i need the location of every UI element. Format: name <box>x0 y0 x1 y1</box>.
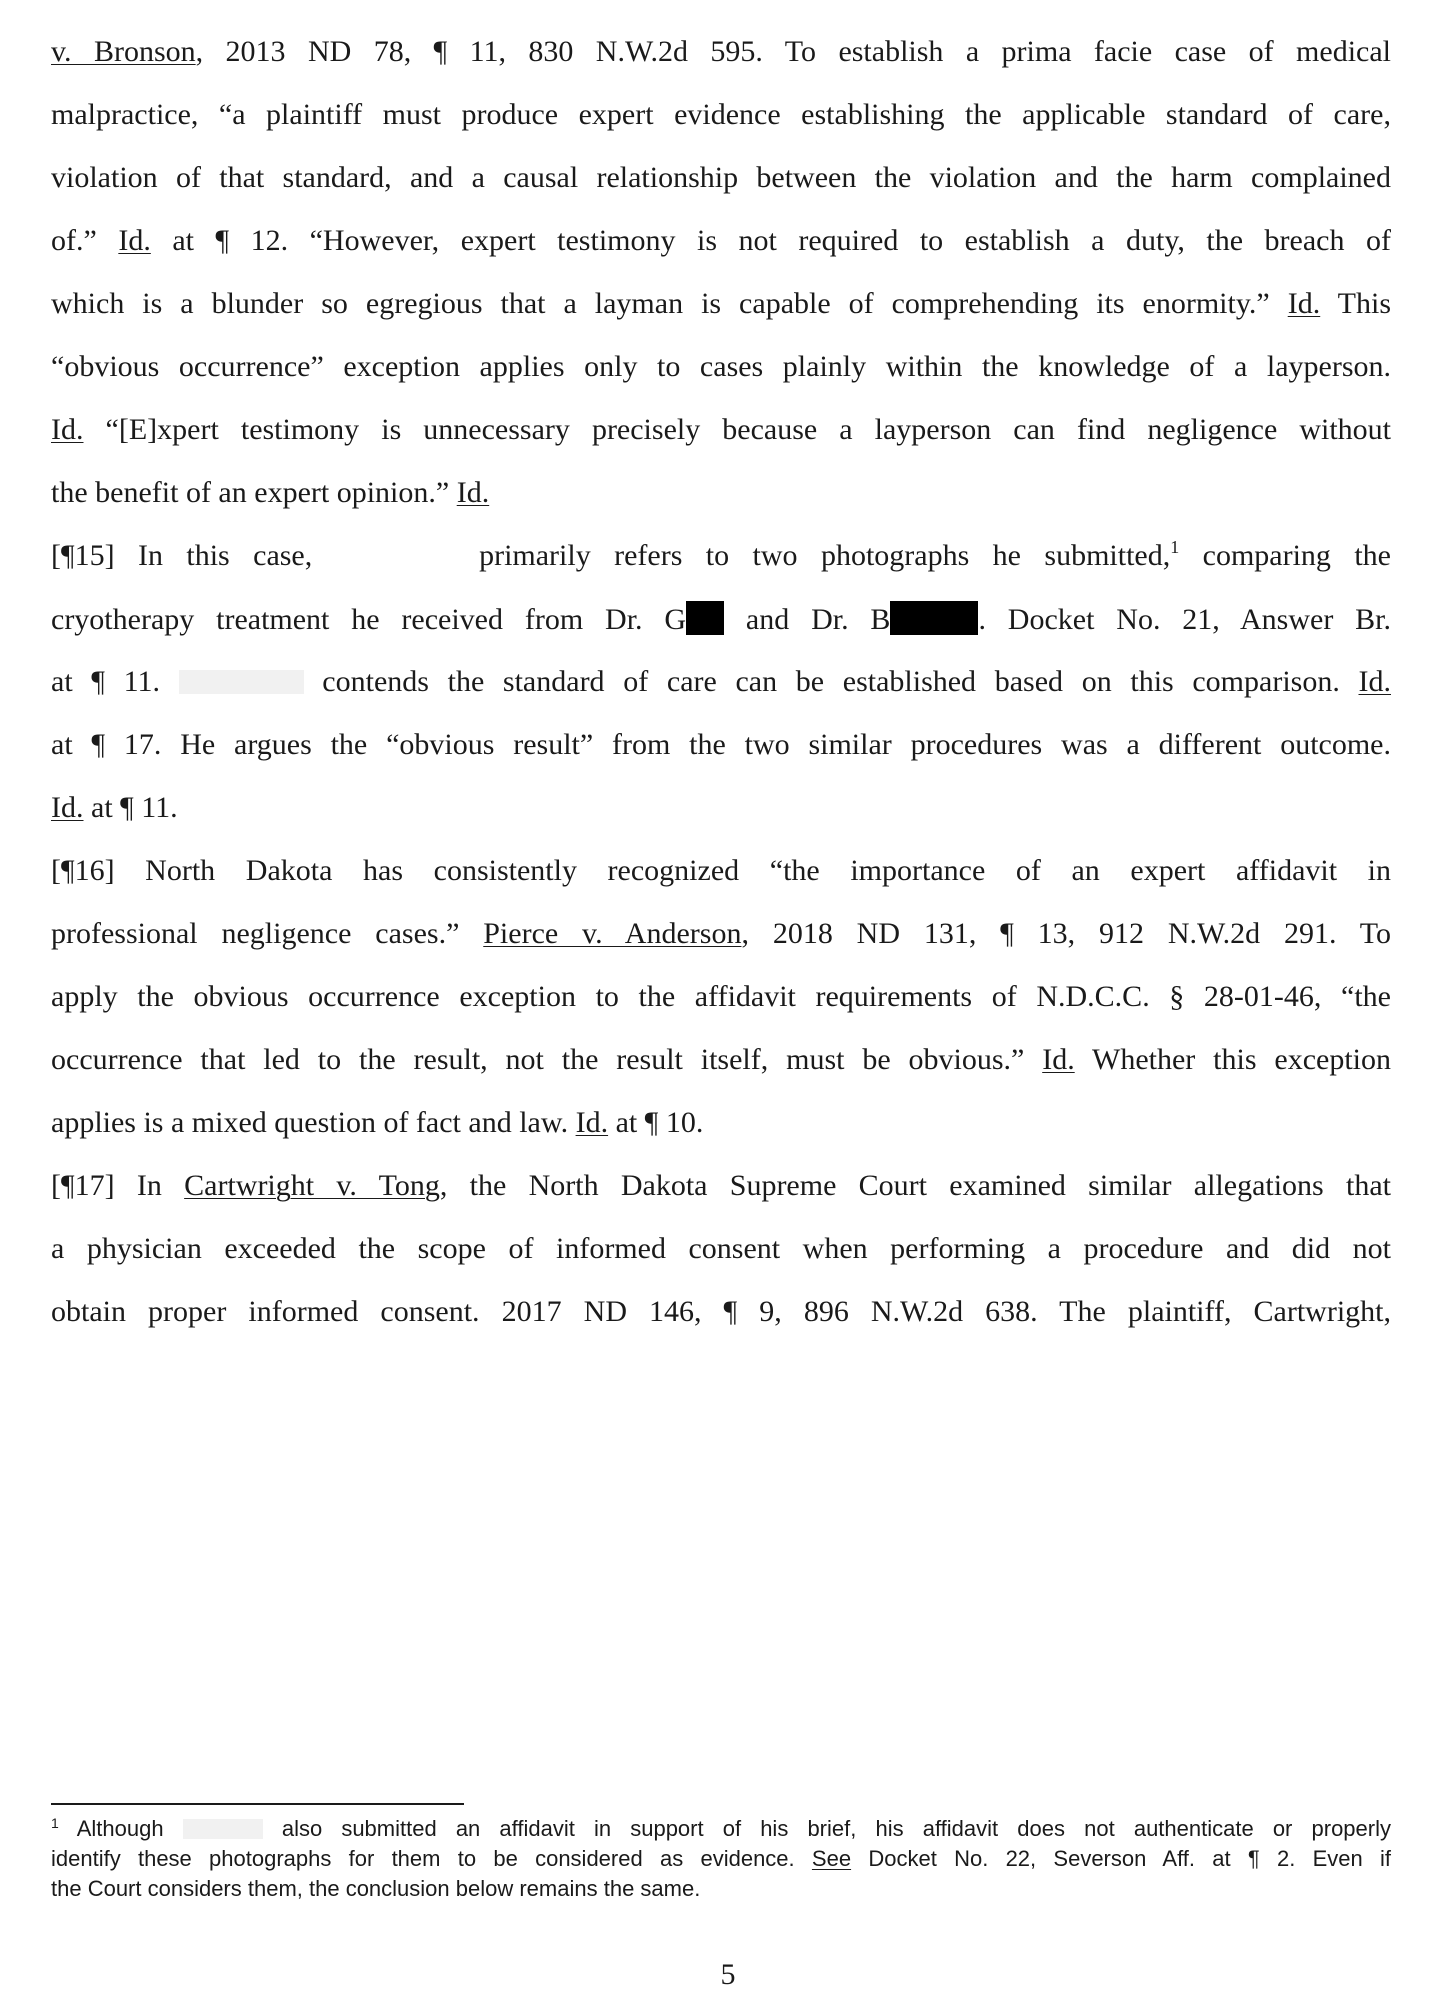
body-line <box>51 1042 1391 1078</box>
body-line <box>51 727 1391 763</box>
text-run: , the North Dakota Supreme Court examined similar allegations that <box>439 1169 1391 1202</box>
redacted-name-blank <box>183 1819 263 1839</box>
text-run: primarily refers to two photographs he submitted, <box>455 539 1171 572</box>
footnote-line <box>51 1876 1391 1902</box>
body-line <box>51 1105 1391 1141</box>
id-citation: Id. <box>456 476 490 509</box>
text-run: Docket No. 22, Severson Aff. at ¶ 2. Even if <box>851 1846 1391 1871</box>
id-citation: Id. <box>51 791 84 824</box>
body-line <box>51 853 1391 889</box>
text-run: obtain proper informed consent. 2017 ND 146, ¶ 9, 896 N.W.2d 638. The plaintiff, Cartwright, <box>51 1295 1391 1328</box>
text-run: cryotherapy treatment he received from Dr. G <box>51 603 687 636</box>
body-line <box>51 601 1391 638</box>
body-line <box>51 790 1391 826</box>
text-run: [¶16] North Dakota has consistently recognized “the importance of an expert affidavit in <box>51 854 1391 887</box>
body-line <box>51 475 1391 511</box>
text-run: [¶17] In <box>51 1169 185 1202</box>
body-line <box>51 412 1391 448</box>
text-run: of.” <box>51 224 119 257</box>
footnote-number: 1 <box>51 1815 59 1831</box>
text-run: identify these photographs for them to be considered as evidence. <box>51 1846 812 1871</box>
text-run: , 2013 ND 78, ¶ 11, 830 N.W.2d 595. To establish a prima facie case of medical <box>195 35 1391 68</box>
text-run: also submitted an affidavit in support of his brief, his affidavit does not authenticate or properly <box>262 1816 1391 1841</box>
text-run: at ¶ 12. “However, expert testimony is not required to establish a duty, the breach of <box>150 224 1391 257</box>
text-run: applies is a mixed question of fact and law. <box>51 1106 576 1139</box>
text-run: malpractice, “a plaintiff must produce expert evidence establishing the applicable standard of care, <box>51 98 1391 131</box>
body-line <box>51 664 1391 700</box>
text-run: This <box>1320 287 1391 320</box>
body-line <box>51 538 1391 574</box>
body-line <box>51 34 1391 70</box>
footnote-divider <box>51 1803 464 1805</box>
id-citation: Id. <box>1042 1043 1075 1076</box>
text-run: . Docket No. 21, Answer Br. <box>978 603 1392 636</box>
text-run: at ¶ 11. <box>83 791 178 824</box>
body-line <box>51 97 1391 133</box>
id-citation: Id. <box>1358 665 1391 698</box>
redaction-bar <box>890 601 978 635</box>
text-run: contends the standard of care can be established based on this comparison. <box>303 665 1359 698</box>
text-run: occurrence that led to the result, not the result itself, must be obvious.” <box>51 1043 1043 1076</box>
text-run: the benefit of an expert opinion.” <box>51 476 457 509</box>
text-run: which is a blunder so egregious that a layman is capable of comprehending its enormity.” <box>51 287 1288 320</box>
id-citation: Id. <box>51 413 84 446</box>
text-run: [¶15] In this case, <box>51 539 336 572</box>
page-number: 5 <box>720 1958 736 1991</box>
id-citation: Id. <box>118 224 151 257</box>
text-run: a physician exceeded the scope of informed consent when performing a procedure and did not <box>51 1232 1391 1265</box>
body-line <box>51 979 1391 1015</box>
body-line <box>51 349 1391 385</box>
body-line <box>51 1168 1391 1204</box>
body-line <box>51 1294 1391 1330</box>
text-run: Whether this exception <box>1074 1043 1391 1076</box>
body-line <box>51 916 1391 952</box>
footnote-line <box>51 1846 1391 1872</box>
redacted-name-blank <box>336 544 456 568</box>
case-citation: Cartwright v. Tong <box>184 1169 440 1202</box>
body-line <box>51 223 1391 259</box>
case-citation: Pierce v. Anderson <box>483 917 742 950</box>
see-signal: See <box>811 1846 852 1871</box>
text-run: , 2018 ND 131, ¶ 13, 912 N.W.2d 291. To <box>741 917 1392 950</box>
text-run: comparing the <box>1179 539 1391 572</box>
id-citation: Id. <box>1287 287 1321 320</box>
text-run: Although <box>58 1816 183 1841</box>
text-run: violation of that standard, and a causal relationship between the violation and the harm complained <box>51 161 1391 194</box>
text-run: at ¶ 10. <box>608 1106 704 1139</box>
body-line <box>51 1231 1391 1267</box>
text-run: and Dr. B <box>724 603 891 636</box>
body-line <box>51 286 1391 322</box>
redacted-name-blank <box>179 670 304 694</box>
id-citation: Id. <box>575 1106 609 1139</box>
text-run: the Court considers them, the conclusion below remains the same. <box>51 1876 701 1901</box>
text-run: “[E]xpert testimony is unnecessary precisely because a layperson can find negligence without <box>83 413 1391 446</box>
body-line <box>51 160 1391 196</box>
text-run: at ¶ 11. <box>51 665 179 698</box>
text-run: professional negligence cases.” <box>51 917 484 950</box>
text-run: apply the obvious occurrence exception to the affidavit requirements of N.D.C.C. § 28-01-46, “the <box>51 980 1391 1013</box>
case-citation: v. Bronson <box>51 35 196 68</box>
text-run: at ¶ 17. He argues the “obvious result” from the two similar procedures was a different outcome. <box>51 728 1391 761</box>
footnote-line <box>51 1816 1391 1842</box>
text-run: “obvious occurrence” exception applies only to cases plainly within the knowledge of a layperson. <box>51 350 1391 383</box>
footnote-reference: 1 <box>1170 537 1180 557</box>
redaction-bar <box>686 601 724 635</box>
